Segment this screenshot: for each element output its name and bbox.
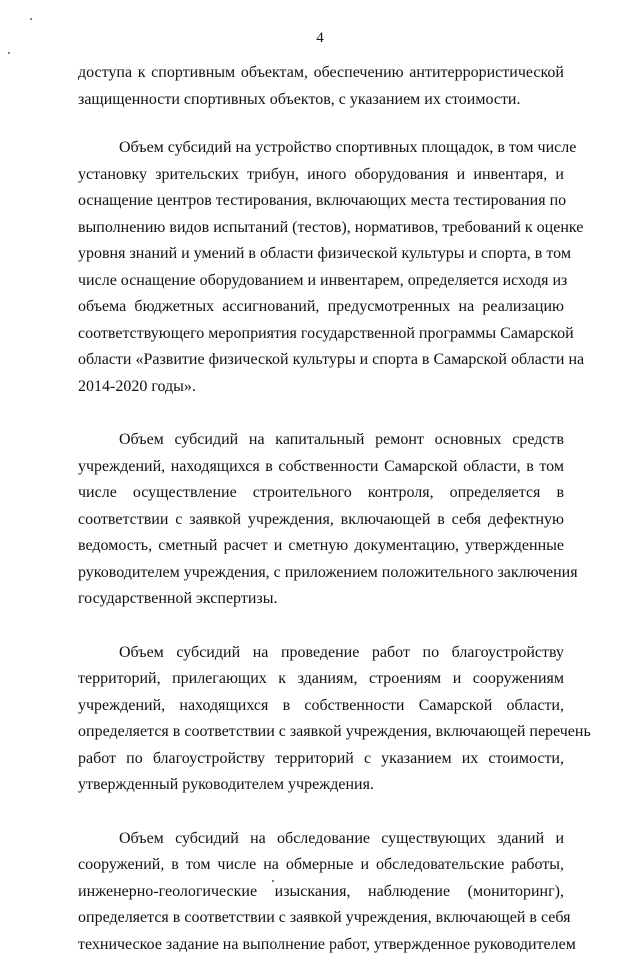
scan-speck [272, 880, 274, 882]
paragraph [78, 826, 564, 958]
text-line: руководителем учреждения, с приложением положительного заключения [78, 560, 564, 587]
text-line: уровня знаний и умений в области физической культуры и спорта, в том [78, 241, 564, 268]
page-number: 4 [0, 30, 640, 47]
text-line: выполнению видов испытаний (тестов), нормативов, требований к оценке [78, 215, 564, 242]
text-line: защищенности спортивных объектов, с указанием их стоимости. [78, 87, 564, 114]
paragraph-gap [78, 613, 564, 640]
text-line: учреждений, находящихся в собственности Самарской области, [78, 693, 564, 720]
text-line: ведомость, сметный расчет и сметную документацию, утвержденные [78, 533, 564, 560]
text-line: государственной экспертизы. [78, 586, 564, 613]
scan-speck [30, 18, 32, 20]
text-line: 2014-2020 годы». [78, 374, 564, 401]
paragraph-gap [78, 799, 564, 826]
text-line: Объем субсидий на устройство спортивных площадок, в том числе [78, 135, 564, 162]
paragraph [78, 60, 564, 113]
text-line: области «Развитие физической культуры и спорта в Самарской области на [78, 347, 564, 374]
text-line: территорий, прилегающих к зданиям, строениям и сооружениям [78, 666, 564, 693]
text-line: доступа к спортивным объектам, обеспечению антитеррористической [78, 60, 564, 87]
text-line: Объем субсидий на капитальный ремонт основных средств [78, 427, 564, 454]
text-line: Объем субсидий на обследование существующих зданий и [78, 826, 564, 853]
text-line: сооружений, в том числе на обмерные и обследовательские работы, [78, 852, 564, 879]
paragraph-gap [78, 113, 564, 135]
text-line: работ по благоустройству территорий с указанием их стоимости, [78, 746, 564, 773]
document-body [78, 60, 564, 958]
text-line: оснащение центров тестирования, включающих места тестирования по [78, 188, 564, 215]
paragraph [78, 427, 564, 613]
text-line: инженерно-геологические изыскания, наблюдение (мониторинг), [78, 879, 564, 906]
text-line: определяется в соответствии с заявкой учреждения, включающей перечень [78, 719, 564, 746]
text-line: Объем субсидий на проведение работ по благоустройству [78, 640, 564, 667]
text-line: числе осуществление строительного контроля, определяется в [78, 480, 564, 507]
text-line: определяется в соответствии с заявкой учреждения, включающей в себя [78, 905, 564, 932]
text-line: установку зрительских трибун, иного оборудования и инвентаря, и [78, 162, 564, 189]
text-line: соответствии с заявкой учреждения, включающей в себя дефектную [78, 507, 564, 534]
text-line: числе оснащение оборудованием и инвентарем, определяется исходя из [78, 268, 564, 295]
paragraph [78, 135, 564, 400]
paragraph-gap [78, 400, 564, 427]
text-line: утвержденный руководителем учреждения. [78, 772, 564, 799]
paragraph [78, 640, 564, 799]
scan-speck [8, 52, 10, 54]
text-line: техническое задание на выполнение работ, утвержденное руководителем [78, 932, 564, 958]
text-line: соответствующего мероприятия государственной программы Самарской [78, 321, 564, 348]
text-line: учреждений, находящихся в собственности Самарской области, в том [78, 454, 564, 481]
text-line: объема бюджетных ассигнований, предусмотренных на реализацию [78, 294, 564, 321]
